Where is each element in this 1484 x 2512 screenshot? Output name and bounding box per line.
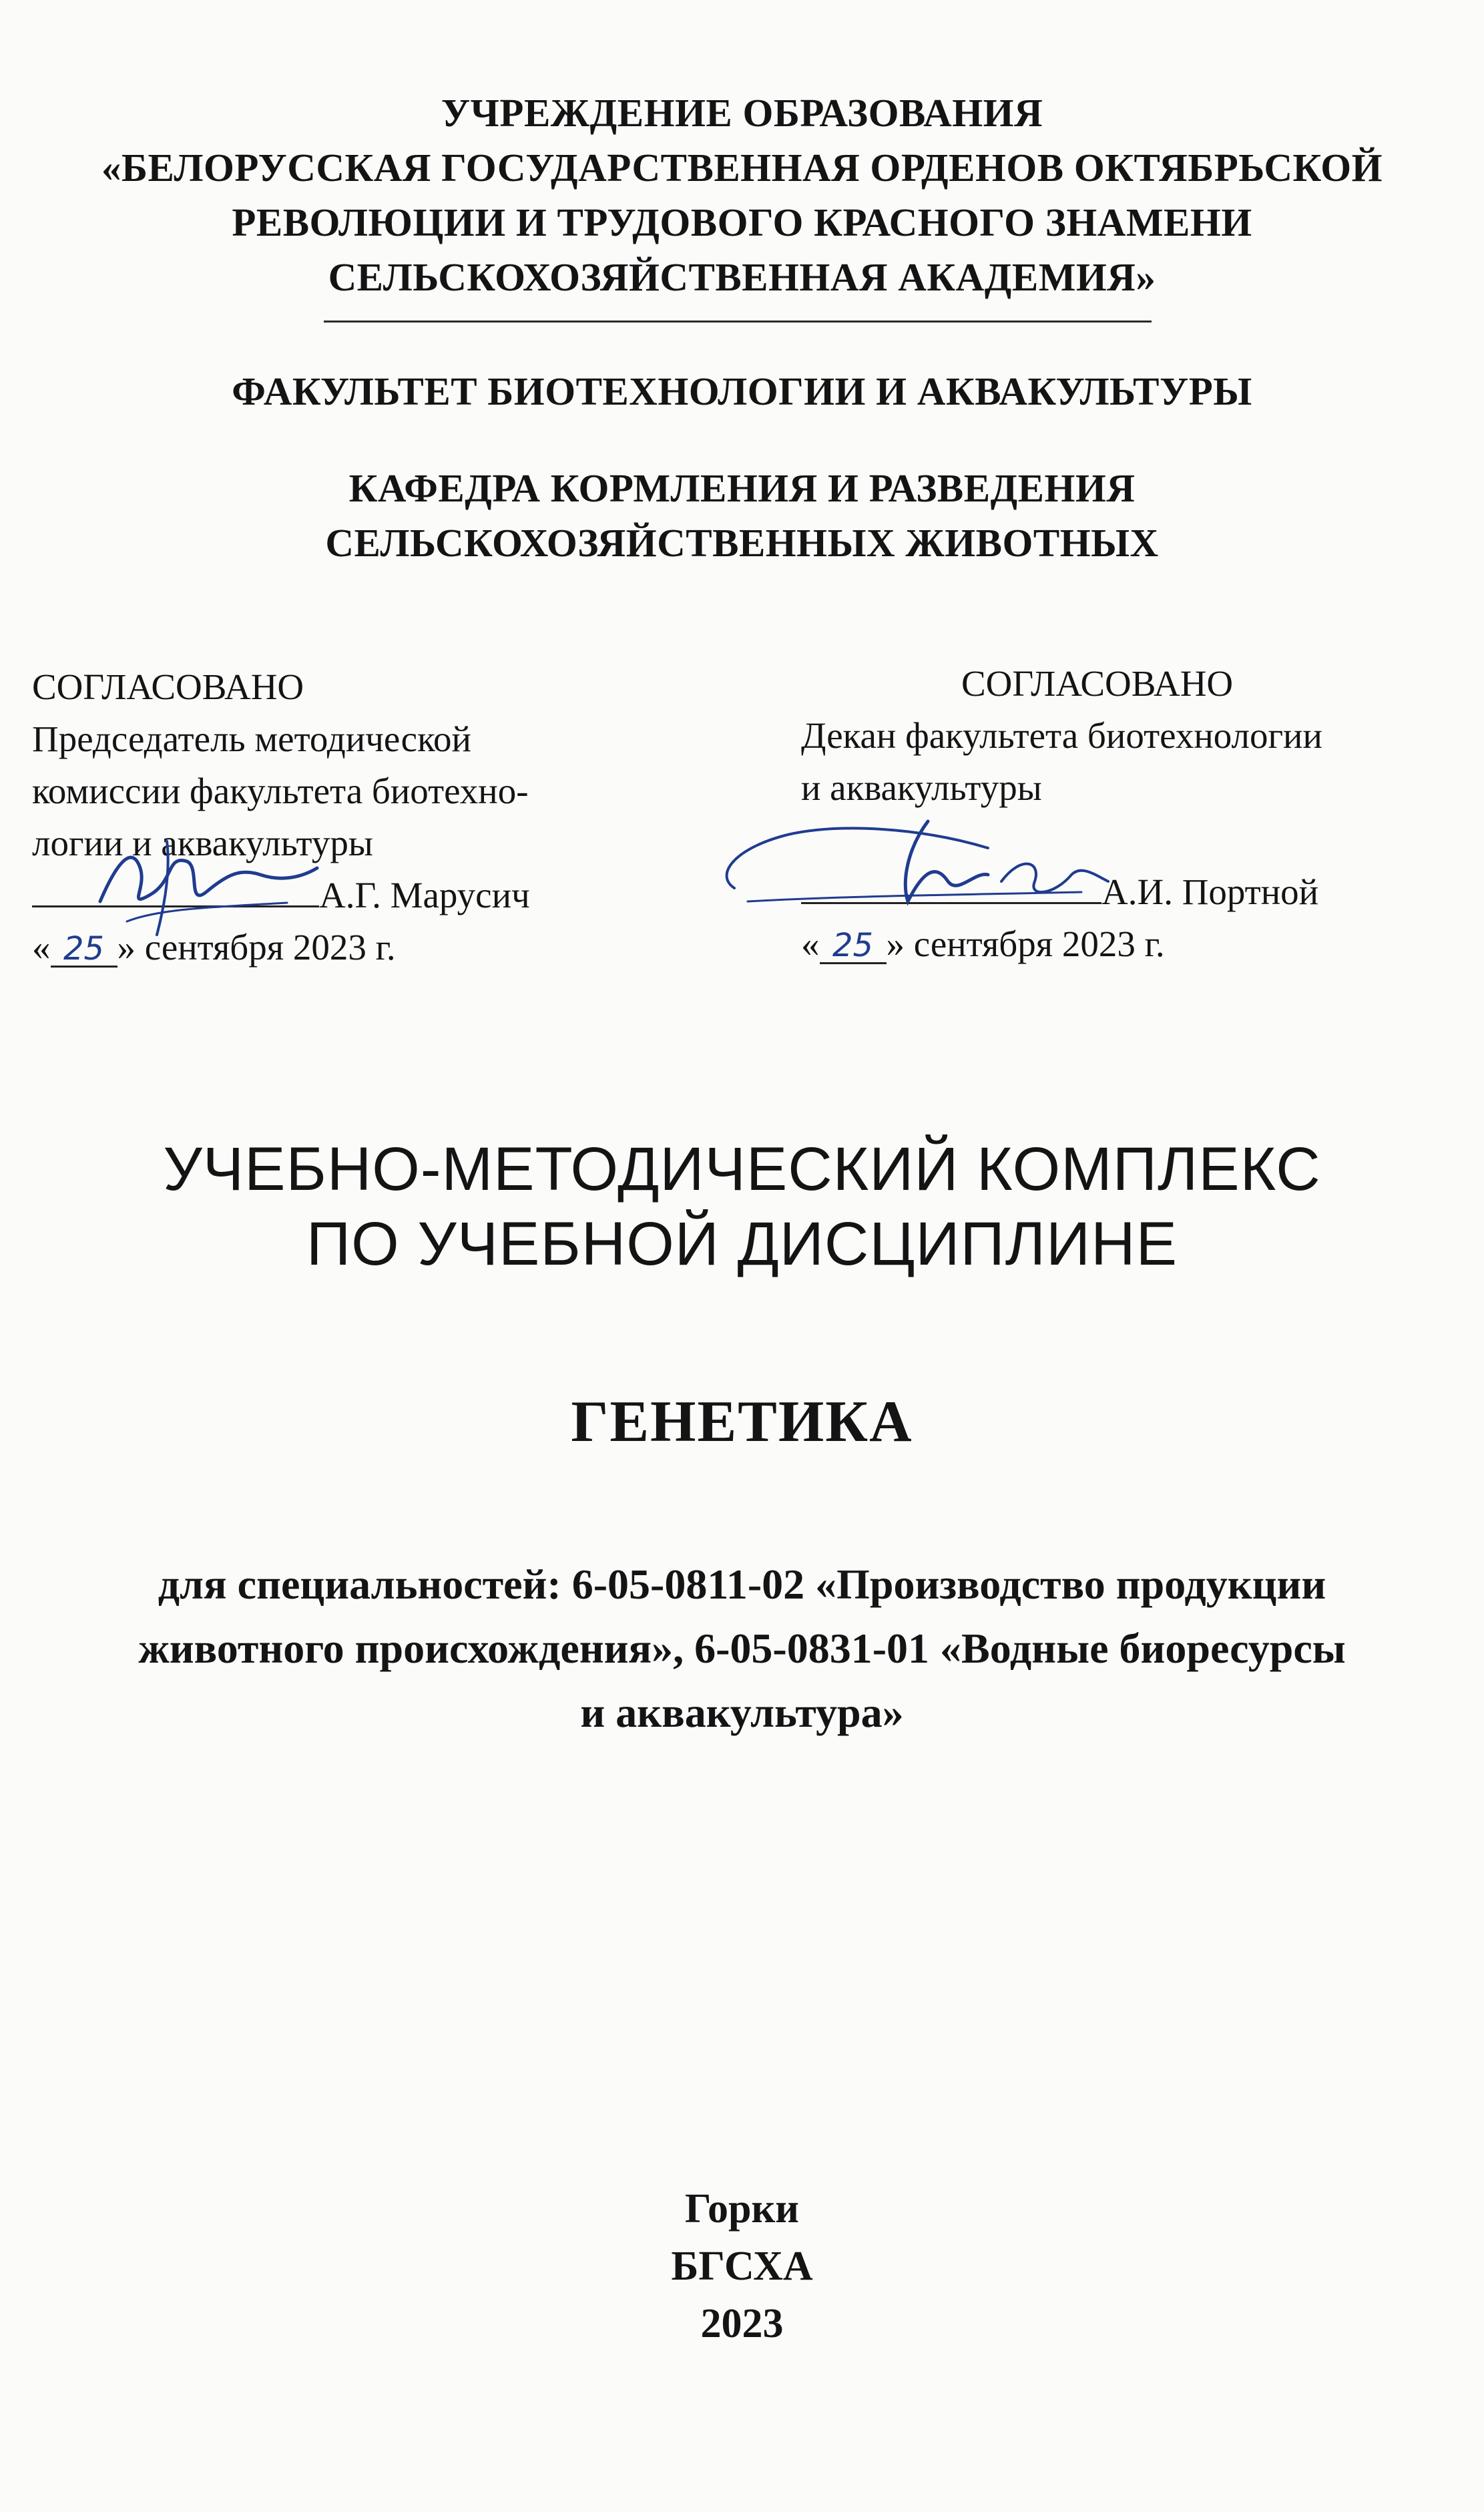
institution-line: СЕЛЬСКОХОЗЯЙСТВЕННАЯ АКАДЕМИЯ»: [328, 255, 1156, 299]
date-rest: » сентября 2023 г.: [886, 923, 1165, 964]
document-type: [0, 1132, 1484, 1281]
faculty-name: ФАКУЛЬТЕТ БИОТЕХНОЛОГИИ И АКВАКУЛЬТУРЫ: [232, 369, 1252, 413]
approval-heading: СОГЛАСОВАНО: [961, 663, 1234, 704]
approval-line: и аквакультуры: [801, 767, 1042, 808]
signature-right-image: [708, 808, 1122, 921]
specialties-line: для специальностей: 6-05-0811-02 «Производство продукции: [158, 1560, 1326, 1608]
approval-line: логии и аквакультуры: [32, 823, 373, 863]
imprint-publisher: БГСХА: [671, 2244, 813, 2289]
institution-header: [0, 85, 1484, 304]
date-day-handwritten: 25: [51, 932, 117, 968]
specialties-line: животного происхождения», 6-05-0831-01 «Водные биоресурсы: [138, 1625, 1346, 1672]
institution-line: «БЕЛОРУССКАЯ ГОСУДАРСТВЕННАЯ ОРДЕНОВ ОКТЯБРЬСКОЙ: [101, 146, 1383, 190]
department-name: [0, 461, 1484, 570]
specialties-line: и аквакультура»: [580, 1689, 904, 1736]
signer-name: А.И. Портной: [1101, 871, 1319, 912]
approval-line: Декан факультета биотехнологии: [801, 715, 1322, 756]
discipline-title: ГЕНЕТИКА: [571, 1390, 913, 1454]
approval-date: [801, 918, 1322, 970]
approval-line: Председатель методической: [32, 718, 471, 759]
imprint-city: Горки: [685, 2186, 799, 2232]
institution-line: РЕВОЛЮЦИИ И ТРУДОВОГО КРАСНОГО ЗНАМЕНИ: [232, 200, 1252, 244]
header-divider: [324, 321, 1152, 323]
date-open-quote: «: [32, 927, 51, 968]
signer-name: А.Г. Марусич: [319, 875, 530, 915]
approval-line: комиссии факультета биотехно-: [32, 771, 529, 811]
date-open-quote: «: [801, 923, 820, 964]
document-type-line: УЧЕБНО-МЕТОДИЧЕСКИЙ КОМПЛЕКС: [163, 1135, 1321, 1203]
institution-line: УЧРЕЖДЕНИЕ ОБРАЗОВАНИЯ: [441, 91, 1043, 135]
date-day-handwritten: 25: [820, 929, 887, 964]
imprint: [0, 2180, 1484, 2352]
approval-heading: СОГЛАСОВАНО: [32, 666, 304, 707]
imprint-year: 2023: [700, 2301, 784, 2346]
date-rest: » сентября 2023 г.: [117, 927, 396, 968]
document-type-line: ПО УЧЕБНОЙ ДИСЦИПЛИНЕ: [306, 1210, 1178, 1278]
signature-left-image: [87, 828, 327, 941]
department-line: КАФЕДРА КОРМЛЕНИЯ И РАЗВЕДЕНИЯ: [348, 466, 1136, 510]
specialties: [0, 1552, 1484, 1745]
department-line: СЕЛЬСКОХОЗЯЙСТВЕННЫХ ЖИВОТНЫХ: [325, 521, 1159, 565]
